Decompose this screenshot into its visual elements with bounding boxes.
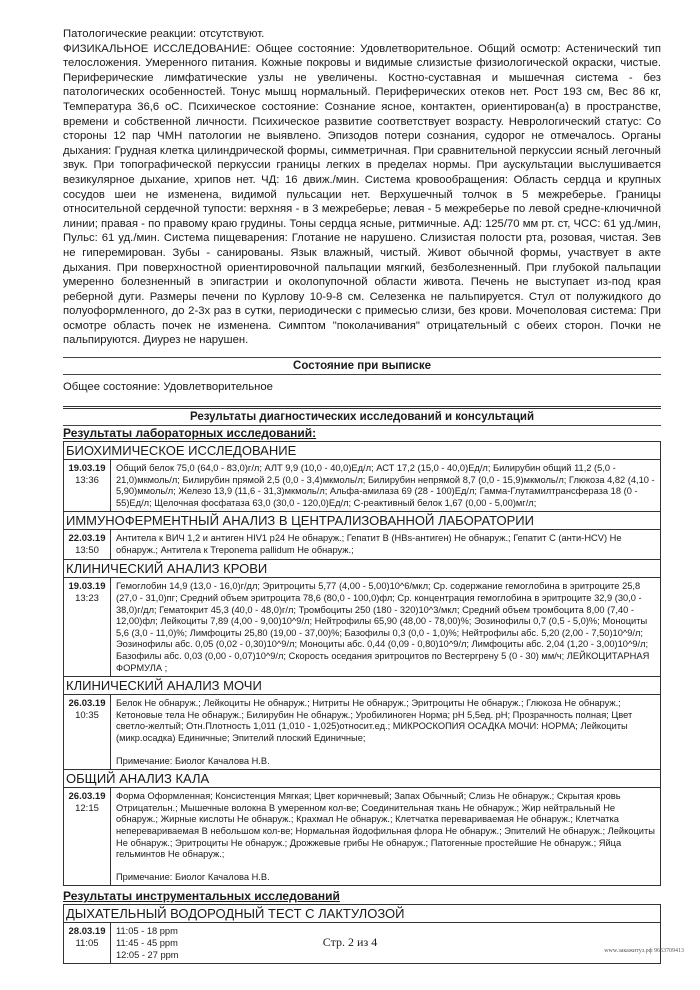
diagnostics-title: Результаты диагностических исследований и консультаций	[189, 411, 535, 424]
footer-stamp: www.закажитуз.рф 9653709413	[604, 948, 684, 954]
breath-test-line: 11:05 - 18 ppm	[116, 926, 178, 937]
section-header-urine: КЛИНИЧЕСКИЙ АНАЛИЗ МОЧИ	[64, 677, 661, 695]
instrumental-results-heading: Результаты инструментальных исследований	[63, 889, 340, 904]
result-date: 22.03.19	[68, 533, 106, 545]
result-time: 13:36	[75, 474, 99, 486]
table-row	[64, 578, 661, 677]
result-time: 12:15	[75, 802, 99, 814]
section-header-stool: ОБЩИЙ АНАЛИЗ КАЛА	[64, 770, 661, 788]
result-time: 13:50	[75, 544, 99, 556]
table-row	[64, 460, 661, 512]
result-text: Форма Оформленная; Консистенция Мягкая; Цвет коричневый; Запах Обычный; Слизь Не обнаруж.; Скрытая кровь Отрицательн.; Мышечные волокна В умеренном кол-ве; Соединительная ткань Не обнаруж.; Жир нейтральный Не обнаруж.; Жирные кислоты Не обнаруж.; Крахмал Не обнаруж.; Клетчатка перевариваемая Не обнаруж.; Клетчатка неперевариваемая В небольшом кол-ве; Нормальная йодофильная флора Не обнаруж.; Эпителий Не обнаруж.; Лейкоциты Не обнаруж.; Эритроциты Не обнаруж.; Дрожжевые грибы Не обнаруж.; Патогенные простейшие Не обнаруж.; Яйца гельминтов Не обнаруж.;	[116, 791, 655, 860]
result-date: 28.03.19	[68, 926, 106, 938]
section-header-breath-test: ДЫХАТЕЛЬНЫЙ ВОДОРОДНЫЙ ТЕСТ С ЛАКТУЛОЗОЙ	[64, 905, 661, 923]
result-note: Примечание: Биолог Качалова Н.В.	[116, 871, 270, 882]
result-date: 26.03.19	[68, 698, 106, 710]
breath-test-line: 11:45 - 45 ppm	[116, 937, 178, 948]
lab-results-table	[63, 441, 661, 886]
result-time: 10:35	[75, 709, 99, 721]
result-date: 19.03.19	[68, 463, 106, 475]
pathological-reactions: Патологические реакции: отсутствуют.	[63, 28, 265, 40]
section-header-biochem: БИОХИМИЧЕСКОЕ ИССЛЕДОВАНИЕ	[64, 442, 661, 460]
breath-test-line: 12:05 - 27 ppm	[116, 949, 179, 960]
result-date: 19.03.19	[68, 581, 106, 593]
section-header-immuno: ИММУНОФЕРМЕНТНЫЙ АНАЛИЗ В ЦЕНТРАЛИЗОВАННОЙ ЛАБОРАТОРИИ	[64, 512, 661, 530]
table-row	[64, 788, 661, 886]
document-page	[63, 0, 661, 964]
page-number: Стр. 2 из 4	[322, 935, 378, 949]
result-text: Антитела к ВИЧ 1,2 и антиген HIV1 p24 Не обнаруж.; Гепатит В (HBs-антиген) Не обнаруж.; Гепатит С (анти-HCV) Не обнаруж.; Антитела к Treponema pallidum Не обнаруж.;	[111, 530, 661, 560]
result-text: Белок Не обнаруж.; Лейкоциты Не обнаруж.; Нитриты Не обнаруж.; Эритроциты Не обнаруж.; Глюкоза Не обнаруж.; Кетоновые тела Не обнаруж.; Билирубин Не обнаруж.; Уробилиноген Норма; pH 5,5ед. pH; Прозрачность полная; Цвет светло-желтый; Отн.Плотность 1,011 (1,010 - 1,025)относит.ед.; МИКРОСКОПИЯ ОСАДКА МОЧИ: НОРМА; Лейкоциты (микр.осадка) Единичные; Эпителий плоский Единичные;	[116, 698, 633, 743]
result-text: Общий белок 75,0 (64,0 - 83,0)г/л; АЛТ 9,9 (10,0 - 40,0)Ед/л; АСТ 17,2 (15,0 - 40,0)Ед/л; Билирубин общий 11,2 (5,0 - 21,0)мкмоль/л; Билирубин прямой 2,5 (0,0 - 3,4)мкмоль/л; Билирубин непрямой 8,7 (0,0 - 15,9)мкмоль/л; Глюкоза 4,82 (4,10 - 5,90)ммоль/л; Железо 13,9 (11,6 - 31,3)мкмоль/л; Альфа-амилаза 69 (28 - 100)Ед/л; Гамма-Глутамилтрансфераза 18 (0 - 55)Ед/л; Щелочная фосфатаза 63,0 (30,0 - 120,0)Ед/л; С-реактивный белок 1,67 (0,00 - 5,00)мг/л;	[111, 460, 661, 512]
physical-exam-text: ФИЗИКАЛЬНОЕ ИССЛЕДОВАНИЕ: Общее состояние: Удовлетворительное. Общий осмотр: Астенический тип телосложения. Умеренного питания. Кожные покровы и видимые слизистые физиологической окраски, чистые. Периферические лимфатические узлы не увеличены. Костно-суставная и мышечная система - без патологических особенностей. Тонус мышц нормальный. Периферических отеков нет. Рост 193 см, Вес 86 кг, Температура 36,6 оС. Психическое состояние: Сознание ясное, контактен, ориентирован(а) в пространстве, времени и собственной личности. Психическое развитие соответствует возрасту. Неврологический статус: Со стороны 12 пар ЧМН патологии не выявлено. Эпизодов потери сознания, судорог не отмечалось. Органы дыхания: Грудная клетка цилиндрической формы, симметричная. При сравнительной перкуссии ясный легочный звук. При топографической перкуссии границы легких в пределах нормы. При аускультации выслушивается везикулярное дыхание, хрипов нет. ЧД: 16 движ./мин. Система кровообращения: Область сердца и крупных сосудов шеи не изменена, видимой пульсации нет. Верхушечный толчок в 5 межреберье. Границы относительной сердечной тупости: верхняя - в 3 межреберье; левая - 5 межреберье по левой средне-ключичной линии; правая - по правому краю грудины. Тоны сердца ясные, ритмичные. АД: 125/70 мм рт. ст, ЧСС: 61 уд./мин, Пульс: 61 уд./мин. Система пищеварения: Глотание не нарушено. Слизистая полости рта, розовая, чистая. Зев не гиперемирован. Зубы - санированы. Язык влажный, чистый. Живот обычной формы, участвует в акте дыхания. При поверхностной ориентировочной пальпации мягкий, безболезненный. При глубокой пальпации умеренно болезненный в эпигастрии и околопупочной области живота. Печень не выступает из-под края реберной дуги. Размеры печени по Курлову 10-9-8 см. Селезенка не пальпируется. Стул от полужидкого до полуоформленного, до 2-3х раз в сутки, периодически с примесью слизи, без крови. Мочеполовая система: При осмотре область почек не изменена. Симптом "поколачивания" отрицательный с обеих сторон. Почки не пальпируются. Диурез не нарушен.	[63, 42, 661, 347]
table-row	[64, 530, 661, 560]
discharge-title: Состояние при выписке	[293, 360, 431, 373]
lab-results-heading: Результаты лабораторных исследований:	[63, 426, 317, 441]
table-row	[64, 695, 661, 770]
result-note: Примечание: Биолог Качалова Н.В.	[116, 755, 270, 766]
result-time: 11:05	[75, 937, 99, 949]
result-date: 26.03.19	[68, 791, 106, 803]
discharge-general-state: Общее состояние: Удовлетворительное	[63, 381, 273, 394]
result-time: 13:23	[75, 592, 99, 604]
section-header-blood: КЛИНИЧЕСКИЙ АНАЛИЗ КРОВИ	[64, 560, 661, 578]
result-text: Гемоглобин 14,9 (13,0 - 16,0)г/дл; Эритроциты 5,77 (4,00 - 5,00)10^6/мкл; Ср. содержание гемоглобина в эритроците 25,8 (27,0 - 31,0)пг; Средний объем эритроцита 78,6 (80,0 - 100,0)фл; Ср. концентрация гемоглобина в эритроците 32,9 (30,0 - 38,0)г/дл; Гематокрит 45,3 (40,0 - 48,0)г/л; Тромбоциты 250 (180 - 320)10^3/мкл; Средний объем тромбоцита 8,00 (7,40 - 12,00)фл; Лейкоциты 7,89 (4,00 - 9,00)10^9/л; Нейтрофилы 65,90 (48,00 - 78,00)%; Эозинофилы 0,7 (0,5 - 5,0)%; Моноциты 5,6 (3,0 - 11,0)%; Лимфоциты 25,80 (19,00 - 37,00)%; Базофилы 0,3 (0,0 - 1,0)%; Нейтрофилы абс. 5,20 (2,00 - 7,50)10^9/л; Эозинофилы абс. 0,05 (0,02 - 0,30)10^9/л; Моноциты абс. 0,44 (0,09 - 0,80)10^9/л; Лимфоциты абс. 2,04 (1,20 - 3,00)10^9/л; Базофилы абс. 0,03 (0,00 - 0,07)10^9/л; Скорость оседания эритроцитов по Вестергрену 5 (0 - 30) мм/ч; ЛЕЙКОЦИТАРНАЯ ФОРМУЛА ;	[111, 578, 661, 677]
